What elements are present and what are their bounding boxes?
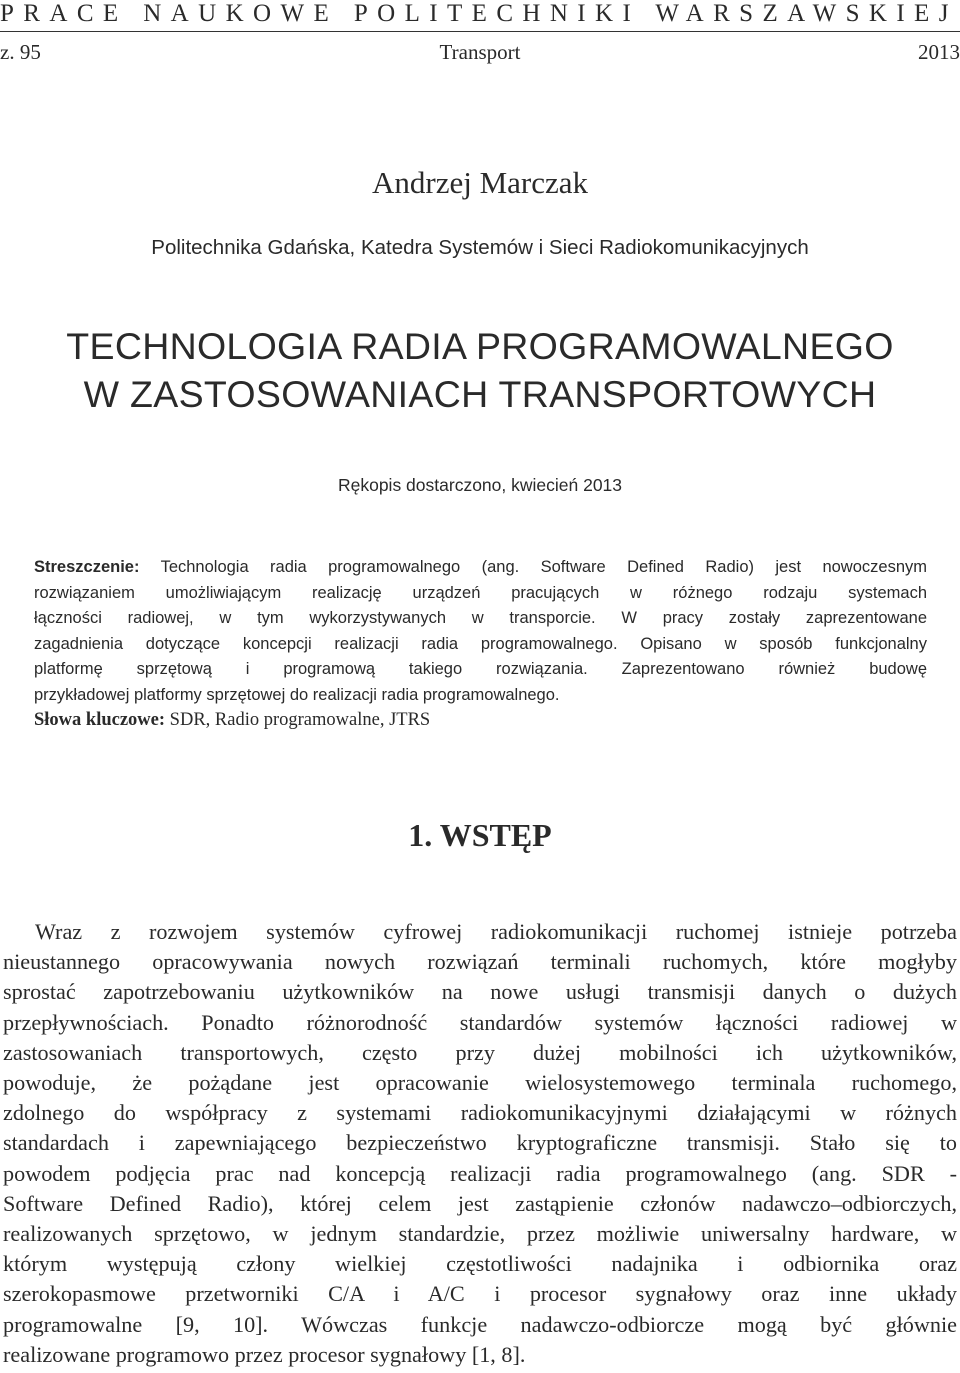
header-meta bbox=[0, 38, 960, 66]
body-line: realizowane programowo przez procesor sygnałowy [1, 8]. bbox=[3, 1341, 526, 1367]
keywords-label: Słowa kluczowe: bbox=[34, 710, 166, 730]
paper-title-line-2: W ZASTOSOWANIACH TRANSPORTOWYCH bbox=[83, 373, 877, 415]
series-name: Transport bbox=[439, 40, 521, 64]
body-line: powodem podjęcia prac nad koncepcją realizacji radia programowalnego (ang. SDR - bbox=[3, 1160, 957, 1186]
abstract-line bbox=[34, 555, 927, 581]
body-line: nieustannego opracowywania nowych rozwiązań terminali ruchomych, które mogłyby bbox=[3, 949, 957, 975]
abstract-line: przykładowej platformy sprzętowej do realizacji radia programowalnego. bbox=[34, 685, 560, 704]
author-affiliation: Politechnika Gdańska, Katedra Systemów i Sieci Radiokomunikacyjnych bbox=[151, 236, 809, 259]
body-line: powoduje, że pożądane jest opracowanie wielosystemowego terminala ruchomego, bbox=[3, 1070, 957, 1096]
body-line: zastosowaniach transportowych, często przy dużej mobilności ich użytkowników, bbox=[3, 1039, 957, 1065]
abstract bbox=[34, 555, 927, 708]
body-line: zdolnego do współpracy z systemami radiokomunikacyjnymi działającymi w różnych bbox=[3, 1100, 957, 1126]
section-heading: 1. WSTĘP bbox=[408, 817, 552, 853]
abstract-label: Streszczenie: bbox=[34, 558, 140, 576]
body-line: Wraz z rozwojem systemów cyfrowej radiokomunikacji ruchomej istnieje potrzeba bbox=[35, 919, 957, 944]
journal-header: PRACE NAUKOWE POLITECHNIKI WARSZAWSKIEJ bbox=[0, 0, 958, 27]
body-line: sprostać zapotrzebowaniu użytkowników na nowe usługi transmisji danych o dużych bbox=[3, 979, 957, 1005]
abstract-line: platformę sprzętową i programową takiego rozwiązania. Zaprezentowano również budowę bbox=[34, 660, 927, 678]
keywords-value: SDR, Radio programowalne, JTRS bbox=[169, 710, 431, 730]
abstract-line: zagadnienia dotyczące koncepcji realizacji radia programowalnego. Opisano w sposób funkcjonalny bbox=[34, 634, 927, 653]
header-rule bbox=[0, 31, 960, 32]
paper-title-line-1: TECHNOLOGIA RADIA PROGRAMOWALNEGO bbox=[66, 325, 894, 367]
received-date: Rękopis dostarczono, kwiecień 2013 bbox=[337, 475, 623, 495]
abstract-line: łączności radiowej, w tym wykorzystywanych w transporcie. W pracy zostały zaprezentowane bbox=[34, 609, 927, 627]
body-line: realizowanych sprzętowo, w jednym standardzie, przez możliwie uniwersalny hardware, w bbox=[3, 1221, 957, 1247]
body-line: przepływnościach. Ponadto różnorodność standardów systemów łączności radiowej w bbox=[3, 1009, 957, 1035]
body-line: standardach i zapewniającego bezpieczeństwo kryptograficzne transmisji. Stało się to bbox=[3, 1130, 957, 1156]
abstract-line: rozwiązaniem umożliwiającym realizację urządzeń pracujących w różnego rodzaju systemach bbox=[34, 583, 927, 602]
body-line: programowalne [9, 10]. Wówczas funkcje nadawczo-odbiorcze mogą być głównie bbox=[3, 1311, 957, 1337]
abstract-text: Technologia radia programowalnego (ang. Software Defined Radio) jest nowoczesnym bbox=[160, 558, 927, 576]
issue-number: z. 95 bbox=[0, 40, 41, 64]
paper-title bbox=[0, 322, 960, 418]
author-name: Andrzej Marczak bbox=[371, 165, 589, 200]
publication-year: 2013 bbox=[918, 40, 960, 64]
body-text bbox=[3, 917, 957, 1370]
keywords bbox=[34, 706, 927, 734]
body-line: którym występują człony wielkiej częstotliwości nadajnika i odbiornika oraz bbox=[3, 1251, 957, 1277]
body-line: Software Defined Radio), której celem jest zastąpienie członów nadawczo–odbiorczych, bbox=[3, 1190, 957, 1216]
body-line: szerokopasmowe przetworniki C/A i A/C i procesor sygnałowy oraz inne układy bbox=[3, 1281, 957, 1307]
